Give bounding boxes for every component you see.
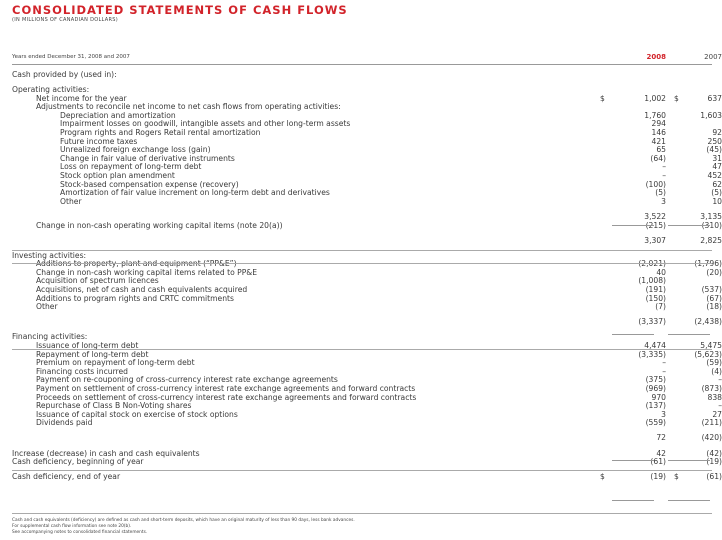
row-label: Stock-based compensation expense (recovery) [60, 179, 239, 189]
row-label: Program rights and Rogers Retail rental amortization [60, 128, 261, 138]
row-label: Financing activities: [12, 332, 88, 342]
dollar-sign: $ [600, 93, 605, 103]
value-2007: (20) [706, 267, 722, 277]
row-label: Operating activities: [12, 85, 90, 95]
value-2008: 146 [651, 128, 666, 138]
row-label: Repayment of long-term debt [36, 349, 149, 359]
value-2008: 1,002 [644, 93, 666, 103]
row-label: Depreciation and amortization [60, 110, 176, 120]
footnote: For supplemental cash flow information see note 20(b). [12, 524, 132, 529]
value-2007: (45) [706, 145, 722, 155]
statement-subtitle: (IN MILLIONS OF CANADIAN DOLLARS) [12, 17, 118, 23]
section-divider [12, 263, 712, 264]
value-2007: 452 [707, 171, 722, 181]
row-label: Issuance of long-term debt [36, 341, 139, 351]
row-label: Loss on repayment of long-term debt [60, 162, 202, 172]
row-label: Stock option plan amendment [60, 171, 175, 181]
year-header [12, 53, 722, 62]
value-2007: (873) [701, 384, 722, 393]
total-2008: 3,307 [644, 235, 666, 245]
value-2007: (67) [706, 293, 722, 303]
header-divider [12, 64, 712, 65]
row-label: Financing costs incurred [36, 366, 129, 376]
table-row [12, 188, 722, 198]
value-2008: (969) [645, 384, 666, 393]
footnotes [12, 518, 712, 536]
value-2007: 838 [707, 392, 722, 402]
value-2007: (61) [706, 472, 722, 482]
table-row [12, 418, 722, 428]
row-label: Change in non-cash operating working capital items (note 20(a)) [36, 220, 283, 230]
row-label: Other [36, 302, 58, 312]
value-2007: (1,796) [694, 259, 722, 269]
value-2007: 5,475 [700, 341, 722, 351]
row-label: Change in fair value of derivative instruments [60, 153, 235, 163]
value-2008: (19) [650, 472, 666, 482]
table-row [12, 293, 722, 304]
value-2008: (559) [645, 418, 666, 428]
value-2008: – [662, 366, 666, 376]
row-label: Additions to program rights and CRTC commitments [36, 293, 234, 303]
row-label: Cash deficiency, beginning of year [12, 457, 144, 467]
dollar-sign: $ [674, 93, 679, 103]
total-2007: (2,438) [694, 317, 722, 327]
row-label: Acquisitions, net of cash and cash equivalents acquired [36, 285, 248, 295]
value-2008: (1,008) [638, 276, 666, 286]
total-2008: 72 [656, 433, 666, 443]
section-divider [12, 513, 712, 514]
value-2008: – [662, 358, 666, 368]
footnote: See accompanying notes to consolidated financial statements. [12, 530, 148, 535]
value-2008: 65 [656, 145, 666, 155]
value-2008: (191) [645, 285, 666, 295]
value-2007: (42) [706, 448, 722, 458]
table-row [12, 220, 722, 231]
value-2007: – [718, 401, 722, 411]
value-2008: 42 [656, 448, 666, 458]
row-label: Proceeds on settlement of cross-currency interest rate exchange agreements and forward contracts [36, 392, 417, 402]
value-2007: (18) [706, 302, 722, 312]
value-2007: – [718, 375, 722, 385]
row-label: Cash deficiency, end of year [12, 472, 121, 482]
row-label: Impairment losses on goodwill, intangible assets and other long-term assets [60, 119, 351, 129]
statement-title: CONSOLIDATED STATEMENTS OF CASH FLOWS [12, 3, 348, 17]
row-label: Adjustments to reconcile net income to net cash flows from operating activities: [36, 102, 341, 112]
value-2008: (100) [645, 179, 666, 189]
total-2007: 2,825 [700, 235, 722, 245]
row-cash-provided [12, 71, 712, 80]
value-2008: (7) [655, 302, 666, 312]
subtotal-rule [612, 460, 654, 461]
value-2007: 62 [712, 179, 722, 189]
table-row [12, 196, 722, 207]
value-2007: 250 [707, 136, 722, 146]
subtotal-rule [612, 334, 654, 335]
row-label: Issuance of capital stock on exercise of stock options [36, 409, 238, 419]
value-2008: – [662, 162, 666, 172]
value-2008: 970 [651, 392, 666, 402]
value-2008: 40 [656, 267, 666, 277]
value-2007: 1,603 [700, 110, 722, 120]
value-2008: 421 [651, 136, 666, 146]
dollar-sign: $ [600, 472, 605, 482]
subtotal-rule [668, 225, 710, 226]
dollar-sign: $ [674, 472, 679, 482]
row-label: Change in non-cash working capital items related to PP&E [36, 267, 258, 277]
row-label: Additions to property, plant and equipment (“PP&E”) [36, 259, 237, 269]
value-2007: (310) [701, 220, 722, 230]
subtotal-rule [668, 460, 710, 461]
value-2007: (5,623) [694, 349, 722, 359]
value-2008: (215) [645, 220, 666, 230]
table-row [12, 457, 722, 467]
value-2007: (537) [701, 285, 722, 295]
section-divider [12, 250, 712, 251]
value-2007: (19) [706, 457, 722, 467]
value-2008: (375) [645, 375, 666, 385]
row-label: Dividends paid [36, 418, 93, 428]
value-2007: (4) [711, 366, 722, 376]
subtotal-rule [612, 500, 654, 501]
value-2008: 294 [651, 119, 666, 129]
row-label: Unrealized foreign exchange loss (gain) [60, 145, 211, 155]
value-2008: 4,474 [644, 341, 666, 351]
operating-total-row [12, 235, 722, 246]
column-header-2007: 2007 [704, 53, 722, 61]
total-2007: (420) [701, 433, 722, 443]
subtotal-rule [668, 334, 710, 335]
investing-total-row [12, 317, 722, 327]
table-row [12, 409, 722, 420]
value-2008: (3,335) [638, 349, 666, 359]
column-header-2008: 2008 [646, 53, 666, 61]
value-2007: 27 [712, 409, 722, 419]
value-2007: (5) [711, 188, 722, 198]
value-2007: 31 [712, 153, 722, 163]
row-label: Future income taxes [60, 136, 138, 146]
row-label: Investing activities: [12, 250, 87, 260]
value-2008: (61) [650, 457, 666, 467]
value-2008: (5) [655, 188, 666, 198]
subtotal-rule [612, 225, 654, 226]
row-cash-deficiency-end [12, 472, 722, 482]
value-2007: (211) [701, 418, 722, 428]
value-2007: 47 [712, 162, 722, 172]
years-label: Years ended December 31, 2008 and 2007 [12, 54, 130, 60]
row-label: Cash provided by (used in): [12, 70, 117, 79]
row-label: Other [60, 196, 82, 206]
value-2008: 3 [661, 196, 666, 206]
value-2007: 92 [712, 128, 722, 138]
value-2008: 3 [661, 409, 666, 419]
value-2008: (64) [650, 153, 666, 163]
value-2008: (137) [645, 401, 666, 411]
section-divider [12, 470, 712, 471]
row-label: Increase (decrease) in cash and cash equivalents [12, 448, 200, 458]
value-2007: 10 [712, 196, 722, 206]
subtotal-2007: 3,135 [700, 211, 722, 221]
value-2008: 1,760 [644, 110, 666, 120]
cash-flow-table [12, 70, 722, 482]
row-label: Payment on settlement of cross-currency interest rate exchange agreements and forward contracts [36, 384, 416, 393]
value-2008: (2,021) [638, 259, 666, 269]
value-2007: (59) [706, 358, 722, 368]
subtotal-2008: 3,522 [644, 211, 666, 221]
value-2008: – [662, 171, 666, 181]
subtotal-rule [668, 500, 710, 501]
financing-total-row [12, 433, 722, 443]
footnote: Cash and cash equivalents (deficiency) are defined as cash and short-term deposits, which have an original maturity of less than 90 days, less bank advances. [12, 518, 355, 523]
row-label: Acquisition of spectrum licences [36, 276, 159, 286]
value-2008: (150) [645, 293, 666, 303]
table-row [12, 302, 722, 312]
value-2007: 637 [707, 93, 722, 103]
row-label: Amortization of fair value increment on long-term debt and derivatives [60, 188, 330, 198]
row-label: Payment on re-couponing of cross-currency interest rate exchange agreements [36, 375, 338, 385]
row-label: Premium on repayment of long-term debt [36, 358, 195, 368]
total-2008: (3,337) [638, 317, 666, 327]
row-label: Net income for the year [36, 93, 127, 103]
row-label: Repurchase of Class B Non-Voting shares [36, 401, 192, 411]
section-divider [12, 349, 712, 350]
